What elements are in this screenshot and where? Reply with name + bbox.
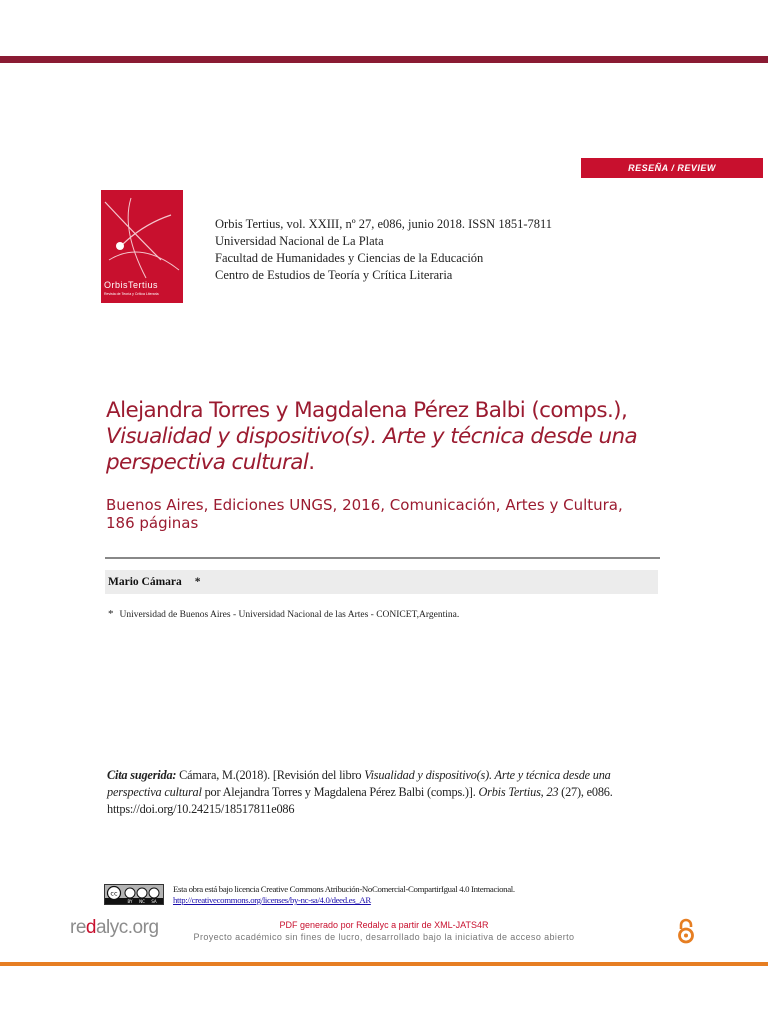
- article-title: [106, 398, 666, 476]
- suggested-citation: [107, 767, 667, 818]
- cc-license-icon[interactable]: [104, 884, 164, 905]
- meta-line-university: Universidad Nacional de La Plata: [215, 234, 384, 248]
- section-tag: RESEÑA / REVIEW: [581, 158, 763, 178]
- svg-text:SA: SA: [151, 899, 157, 904]
- meta-line-faculty: Facultad de Humanidades y Ciencias de la Educación: [215, 251, 484, 265]
- author-footnote-mark[interactable]: *: [194, 576, 201, 588]
- affiliation-mark: *: [108, 608, 114, 620]
- author-bar: [105, 570, 658, 594]
- license-link[interactable]: http://creativecommons.org/licenses/by-nc-sa/4.0/deed.es_AR: [173, 895, 371, 905]
- author-name[interactable]: Mario Cámara: [108, 576, 182, 588]
- journal-meta: [215, 216, 552, 284]
- pdf-generated-note: PDF generado por Redalyc a partir de XML-JATS4R: [279, 920, 489, 930]
- redalyc-prefix: re: [70, 917, 86, 938]
- license-notice: [173, 884, 515, 906]
- affiliation-text: Universidad de Buenos Aires - Universidad Nacional de las Artes - CONICET,Argentina.: [119, 610, 460, 620]
- title-divider: [105, 557, 660, 559]
- svg-text:cc: cc: [110, 889, 118, 898]
- citation-part1: Cámara, M.(2018). [Revisión del libro: [176, 768, 365, 782]
- meta-line-citation: Orbis Tertius, vol. XXIII, nº 27, e086, junio 2018. ISSN 1851-7811: [215, 217, 553, 231]
- logo-name: OrbisTertius: [104, 280, 159, 290]
- citation-journal: Orbis Tertius, 23: [478, 785, 559, 799]
- open-access-icon[interactable]: [677, 918, 695, 944]
- license-statement: Esta obra está bajo licencia Creative Commons Atribución-NoComercial-CompartirIgual 4.0 Internacional.: [173, 884, 515, 894]
- redalyc-mark: d: [85, 917, 96, 938]
- citation-part3[interactable]: (27), e086. https://doi.org/10.24215/18517811e086: [107, 785, 613, 816]
- citation-part2: por Alejandra Torres y Magdalena Pérez Balbi (comps.)].: [201, 785, 479, 799]
- footer-rule: [0, 962, 768, 966]
- top-brand-bar: [0, 56, 768, 63]
- project-note: Proyecto académico sin fines de lucro, desarrollado bajo la iniciativa de acceso abierto: [193, 932, 575, 942]
- meta-line-center: Centro de Estudios de Teoría y Crítica Literaria: [215, 268, 453, 282]
- redalyc-suffix: alyc.org: [95, 917, 159, 938]
- title-authors: Alejandra Torres y Magdalena Pérez Balbi (comps.),: [106, 398, 628, 423]
- logo-tagline: Revista de Teoría y Crítica Literaria: [104, 292, 159, 296]
- article-subtitle: Buenos Aires, Ediciones UNGS, 2016, Comunicación, Artes y Cultura, 186 páginas: [106, 496, 623, 532]
- citation-book: Visualidad y dispositivo(s). Arte y técnica desde una perspectiva cultural: [107, 768, 611, 799]
- title-book: Visualidad y dispositivo(s). Arte y técnica desde una perspectiva cultural: [106, 424, 638, 475]
- svg-text:BY: BY: [127, 899, 133, 904]
- author-affiliation: [108, 608, 459, 620]
- journal-logo: [101, 190, 183, 303]
- title-end: .: [308, 450, 315, 475]
- citation-label: Cita sugerida:: [107, 768, 177, 782]
- svg-text:NC: NC: [139, 899, 145, 904]
